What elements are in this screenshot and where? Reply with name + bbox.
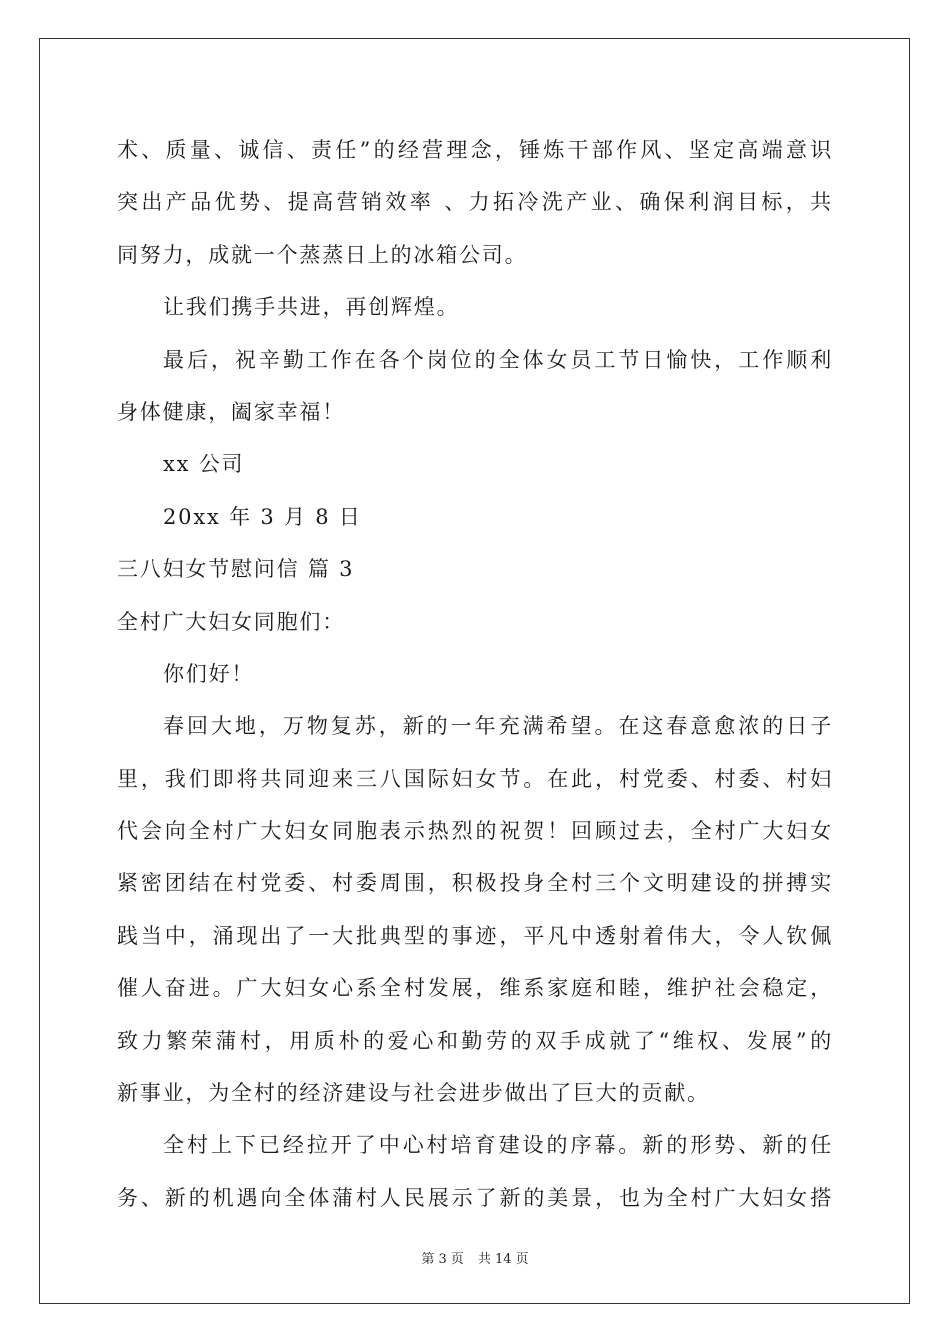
section-heading: 三八妇女节慰问信 篇 3 <box>117 557 355 582</box>
body-line: 里，我们即将共同迎来三八国际妇女节。在此，村党委、村委、村妇 <box>117 766 833 791</box>
body-line: 春回大地，万物复苏，新的一年充满希望。在这春意愈浓的日子 <box>163 714 833 739</box>
body-line: 催人奋进。广大妇女心系全村发展，维系家庭和睦，维护社会稳定， <box>117 976 833 1001</box>
body-line: 紧密团结在村党委、村委周围，积极投身全村三个文明建设的拼搏实 <box>117 871 833 896</box>
signature-date: 20xx 年 3 月 8 日 <box>163 504 362 529</box>
document-body <box>117 124 833 1224</box>
body-line: 致力繁荣蒲村，用质朴的爱心和勤劳的双手成就了“维权、发展”的 <box>117 1028 833 1053</box>
body-line: 让我们携手共进，再创辉煌。 <box>163 295 460 320</box>
body-line: 术、质量、诚信、责任”的经营理念，锤炼干部作风、坚定高端意识 <box>117 138 833 162</box>
body-line: 突出产品优势、提高营销效率 、力拓冷洗产业、确保利润目标，共 <box>117 190 833 215</box>
body-line: 同努力，成就一个蒸蒸日上的冰箱公司。 <box>117 242 528 267</box>
body-line: 代会向全村广大妇女同胞表示热烈的祝贺！回顾过去，全村广大妇女 <box>117 819 833 844</box>
body-line: 全村上下已经拉开了中心村培育建设的序幕。新的形势、新的任 <box>163 1133 833 1158</box>
current-page-number: 第 3 页 <box>421 1252 464 1267</box>
body-line: 最后，祝辛勤工作在各个岗位的全体女员工节日愉快，工作顺利 <box>163 347 833 372</box>
total-page-count: 共 14 页 <box>477 1252 529 1267</box>
salutation: 全村广大妇女同胞们： <box>117 609 345 634</box>
greeting: 你们好！ <box>163 661 255 686</box>
body-line: 践当中，涌现出了一大批典型的事迹，平凡中透射着伟大，令人钦佩 <box>117 923 833 948</box>
body-line: 务、新的机遇向全体蒲村人民展示了新的美景，也为全村广大妇女搭 <box>117 1185 833 1210</box>
page-footer <box>0 1248 950 1267</box>
signature-company: xx 公司 <box>163 452 245 477</box>
body-line: 新事业，为全村的经济建设与社会进步做出了巨大的贡献。 <box>117 1081 710 1106</box>
body-line: 身体健康，阖家幸福！ <box>117 399 345 424</box>
